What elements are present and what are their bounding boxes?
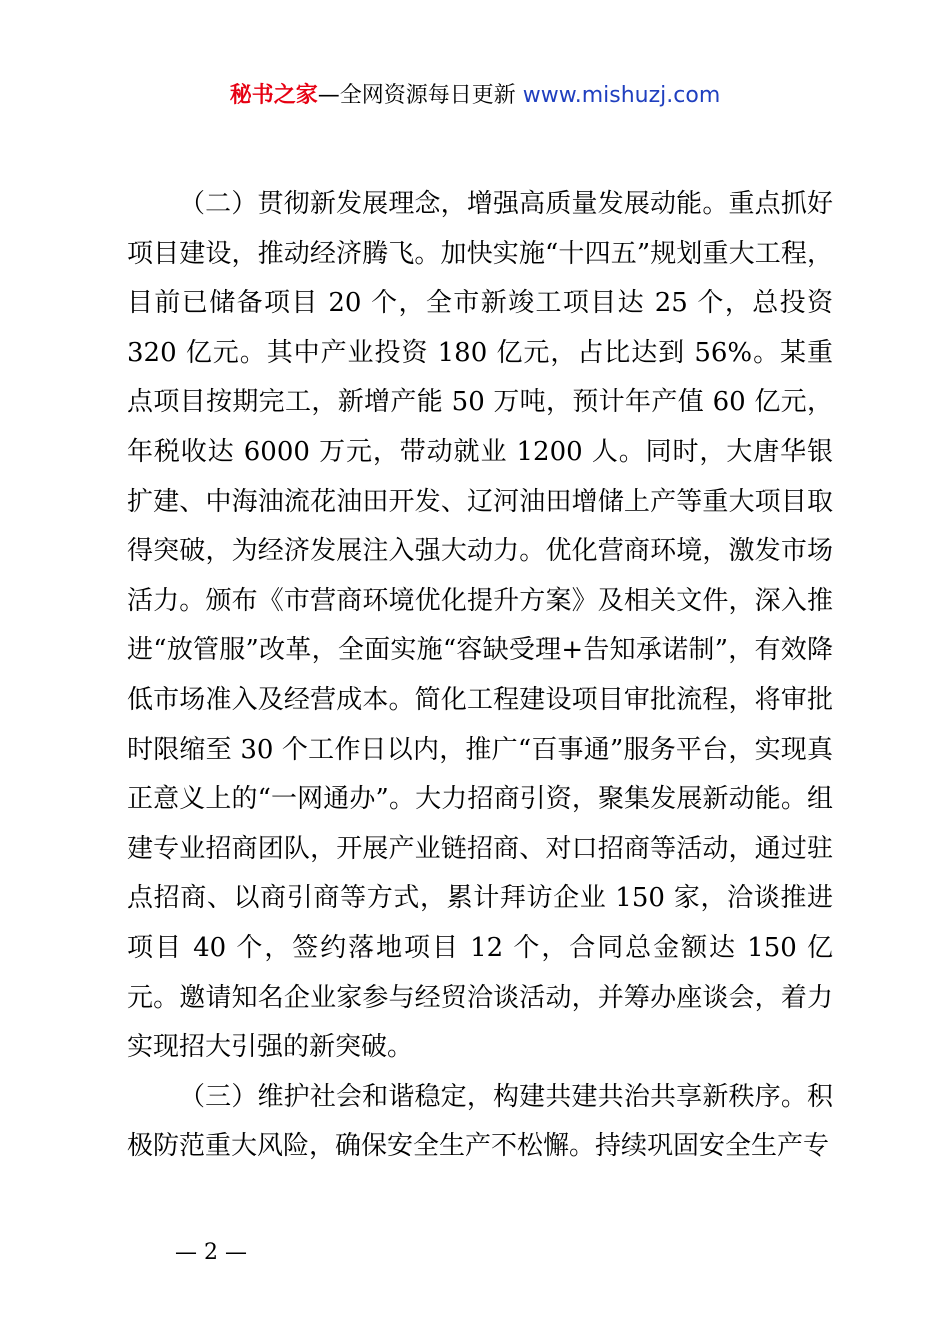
brand-name: 秘书之家 <box>229 83 318 108</box>
paragraph-section-2: （二）贯彻新发展理念，增强高质量发展动能。重点抓好项目建设，推动经济腾飞。加快实施“十四五”规划重大工程，目前已储备项目 20 个，全市新竣工项目达 25 个，总投资 320 亿元。其中产业投资 180 亿元，占比达到 56%。某重点项目按期完工，新增产能 50 万吨，预计年产值 60 亿元，年税收达 6000 万元，带动就业 1200 人。同时，大唐华银扩建、中海油流花油田开发、辽河油田增储上产等重大项目取得突破，为经济发展注入强大动力。优化营商环境，激发市场活力。颁布《市营商环境优化提升方案》及相关文件，深入推进“放管服”改革，全面实施“容缺受理+告知承诺制”，有效降低市场准入及经营成本。简化工程建设项目审批流程，将审批时限缩至 30 个工作日以内，推广“百事通”服务平台，实现真正意义上的“一网通办”。大力招商引资，聚集发展新动能。组建专业招商团队，开展产业链招商、对口招商等活动，通过驻点招商、以商引商等方式，累计拜访企业 150 家，洽谈推进项目 40 个，签约落地项目 12 个，合同总金额达 150 亿元。邀请知名企业家参与经贸洽谈活动，并筹办座谈会，着力实现招大引强的新突破。 <box>127 189 833 1063</box>
header-tagline: —全网资源每日更新 <box>317 83 516 108</box>
site-url[interactable]: www.mishuzj.com <box>522 83 721 108</box>
document-body <box>127 180 833 1172</box>
page-number: — 2 — <box>175 1240 247 1265</box>
paragraph-section-3: （三）维护社会和谐稳定，构建共建共治共享新秩序。积极防范重大风险，确保安全生产不松懈。持续巩固安全生产专 <box>127 1081 833 1162</box>
site-header <box>0 80 950 112</box>
